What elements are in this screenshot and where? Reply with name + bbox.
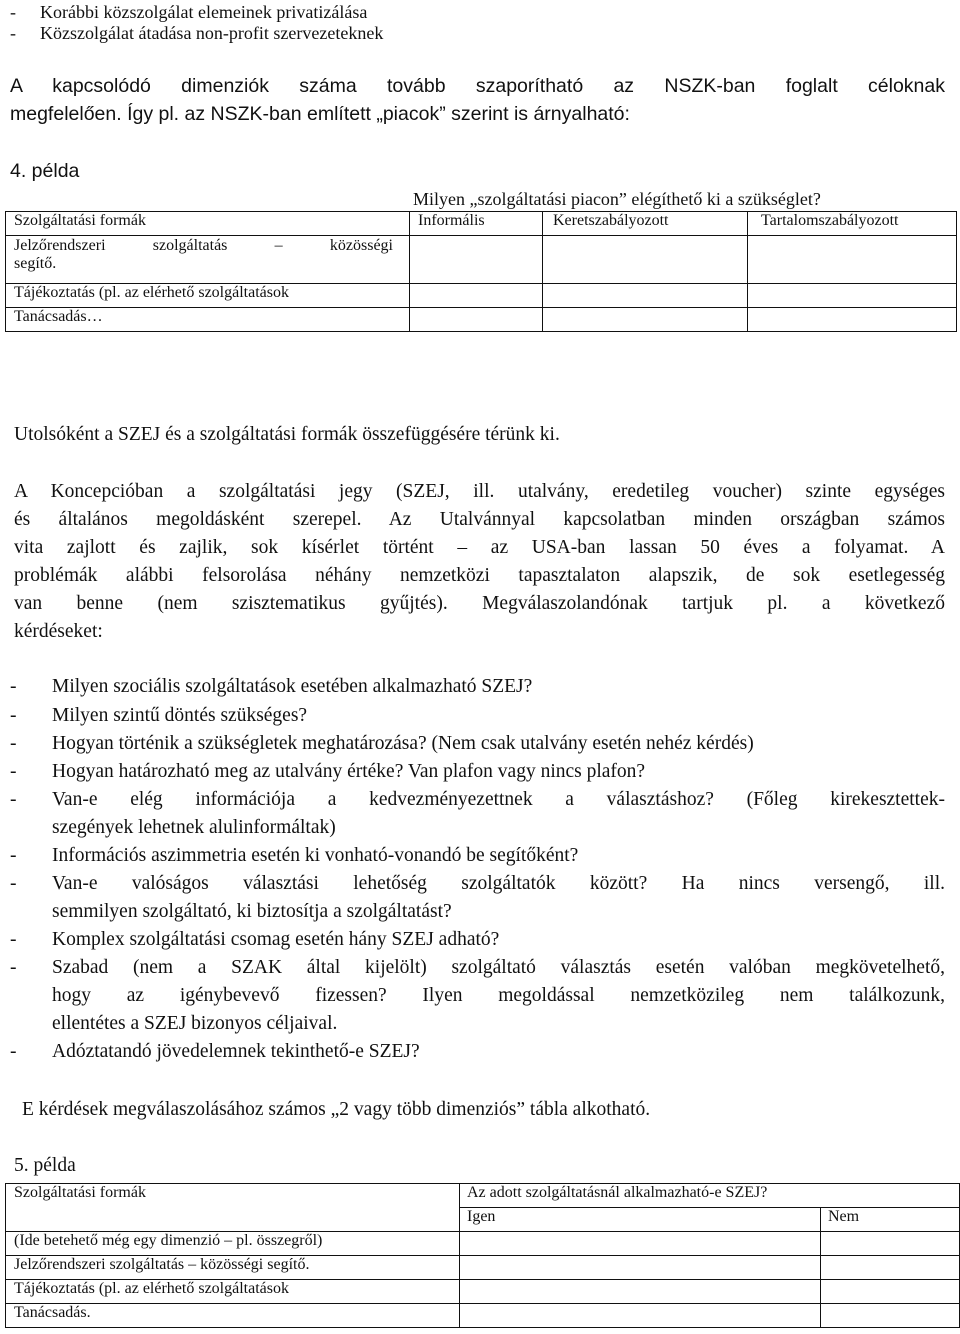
list-item-text: ellentétes a SZEJ bizonyos céljaival.	[52, 1013, 338, 1034]
list-item-text: szegények lehetnek alulinformáltak)	[52, 817, 336, 838]
table-row	[6, 1304, 960, 1328]
table-cell	[460, 1304, 821, 1328]
list-item-text: Hogyan történik a szükségletek meghatározása? (Nem csak utalvány esetén nehéz kérdés)	[52, 733, 754, 754]
table-row	[6, 284, 957, 308]
paragraph-line: A Koncepcióban a szolgáltatási jegy (SZEJ, ill. utalvány, eredetileg voucher) szinte egységes	[14, 481, 945, 502]
paragraph-line: problémák alábbi felsorolása néhány nemzetközi tapasztalaton alapszik, de sok esetlegesség	[14, 565, 945, 586]
paragraph-line: Utolsóként a SZEJ és a szolgáltatási formák összefüggésére térünk ki.	[14, 424, 560, 445]
table-cell: (Ide betehető még egy dimenzió – pl. összegről)	[6, 1232, 460, 1256]
table-row	[6, 1280, 960, 1304]
table-header-cell: Igen	[460, 1208, 821, 1232]
list-item-text: Információs aszimmetria esetén ki vonható-vonandó be segítőként?	[52, 845, 579, 866]
list-dash: -	[10, 705, 17, 726]
table-cell: Jelzőrendszeri szolgáltatás – közösségi segítő.	[6, 1256, 460, 1280]
table-cell-line: Jelzőrendszeri szolgáltatás – közösségi	[14, 237, 393, 254]
list-dash: -	[10, 789, 17, 810]
table-cell	[460, 1280, 821, 1304]
list-item-text: Adóztatandó jövedelemnek tekinthető-e SZEJ?	[52, 1041, 420, 1062]
list-item-text: Szabad (nem a SZAK által kijelölt) szolgáltató választás esetén valóban megkövetelhető,	[52, 957, 945, 978]
table-header-cell: Nem	[821, 1208, 960, 1232]
table-row	[6, 1256, 960, 1280]
table-cell	[543, 236, 748, 284]
table-cell: Tanácsadás.	[6, 1304, 460, 1328]
table-header-cell: Keretszabályozott	[543, 212, 748, 236]
paragraph-line: van benne (nem szisztematikus gyűjtés). Megválaszolandónak tartjuk pl. a következő	[14, 593, 945, 614]
list-item-text: Van-e valóságos választási lehetőség szolgáltatók között? Ha nincs versengő, ill.	[52, 873, 945, 894]
list-item-text: Van-e elég információja a kedvezményezettnek a választáshoz? (Főleg kirekesztettek-	[52, 789, 945, 810]
list-dash: -	[10, 2, 16, 22]
table-cell: Tájékoztatás (pl. az elérhető szolgáltatások	[6, 284, 410, 308]
table-cell	[821, 1232, 960, 1256]
table-cell	[748, 284, 957, 308]
list-dash: -	[10, 873, 17, 894]
table-header-cell: Szolgáltatási formák	[6, 1184, 460, 1232]
list-dash: -	[10, 733, 17, 754]
paragraph-line: E kérdések megválaszolásához számos „2 vagy több dimenziós” tábla alkotható.	[22, 1099, 651, 1120]
list-item	[10, 2, 367, 23]
list-item-text: Közszolgálat átadása non-profit szervezeteknek	[40, 23, 384, 43]
table-cell	[460, 1256, 821, 1280]
list-item-text: hogy az igénybevevő fizessen? Ilyen megoldással nemzetközileg nem találkozunk,	[52, 985, 945, 1006]
table-header-cell: Az adott szolgáltatásnál alkalmazható-e SZEJ?	[460, 1184, 960, 1208]
table-cell: Tanácsadás…	[6, 308, 410, 332]
list-item-text: Hogyan határozható meg az utalvány értéke? Van plafon vagy nincs plafon?	[52, 761, 646, 782]
list-dash: -	[10, 761, 17, 782]
list-item-text: Milyen szociális szolgáltatások esetében alkalmazható SZEJ?	[52, 676, 533, 697]
list-dash: -	[10, 1041, 17, 1062]
table-header-row	[6, 212, 957, 236]
table-question: Milyen „szolgáltatási piacon” elégíthető ki a szükséglet?	[413, 189, 821, 209]
list-dash: -	[10, 845, 17, 866]
paragraph-line: vita zajlott és zajlik, sok kísérlet történt – az USA-ban lassan 50 éves a folyamat. A	[14, 537, 945, 558]
list-item-text: Komplex szolgáltatási csomag esetén hány SZEJ adható?	[52, 929, 500, 950]
table-cell-line: segítő.	[14, 255, 57, 272]
table-cell	[543, 284, 748, 308]
table-header-cell: Szolgáltatási formák	[6, 212, 410, 236]
table-header-row	[6, 1184, 960, 1208]
table-row	[6, 308, 957, 332]
list-item-text: Milyen szintű döntés szükséges?	[52, 705, 308, 726]
table-cell	[543, 308, 748, 332]
table-row	[6, 236, 957, 284]
list-dash: -	[10, 676, 17, 697]
table-cell	[460, 1232, 821, 1256]
list-dash: -	[10, 929, 17, 950]
list-item-text: semmilyen szolgáltató, ki biztosítja a szolgáltatást?	[52, 901, 452, 922]
table-row	[6, 1232, 960, 1256]
table-header-cell: Informális	[410, 212, 543, 236]
list-item-text: Korábbi közszolgálat elemeinek privatizálása	[40, 2, 368, 22]
table-cell	[410, 284, 543, 308]
table-cell	[410, 308, 543, 332]
paragraph-line: megfelelően. Így pl. az NSZK-ban említett „piacok” szerint is árnyalható:	[10, 103, 630, 125]
table-cell	[748, 236, 957, 284]
paragraph-line: A kapcsolódó dimenziók száma tovább szaporítható az NSZK-ban foglalt céloknak	[10, 75, 945, 97]
list-item	[10, 23, 383, 44]
list-dash: -	[10, 23, 16, 43]
table-cell	[6, 236, 410, 284]
example5-table	[5, 1183, 960, 1328]
table-cell	[821, 1280, 960, 1304]
table-cell	[410, 236, 543, 284]
table-cell: Tájékoztatás (pl. az elérhető szolgáltatások	[6, 1280, 460, 1304]
example-heading: 5. példa	[14, 1155, 76, 1176]
table-cell	[821, 1256, 960, 1280]
table-header-cell: Tartalomszabályozott	[748, 212, 957, 236]
example-heading: 4. példa	[10, 160, 80, 182]
table-cell	[821, 1304, 960, 1328]
list-dash: -	[10, 957, 17, 978]
example4-table	[5, 211, 957, 332]
paragraph-line: kérdéseket:	[14, 621, 103, 642]
table-cell	[748, 308, 957, 332]
paragraph-line: és általános megoldásként szerepel. Az Utalvánnyal kapcsolatban minden országban számos	[14, 509, 945, 530]
